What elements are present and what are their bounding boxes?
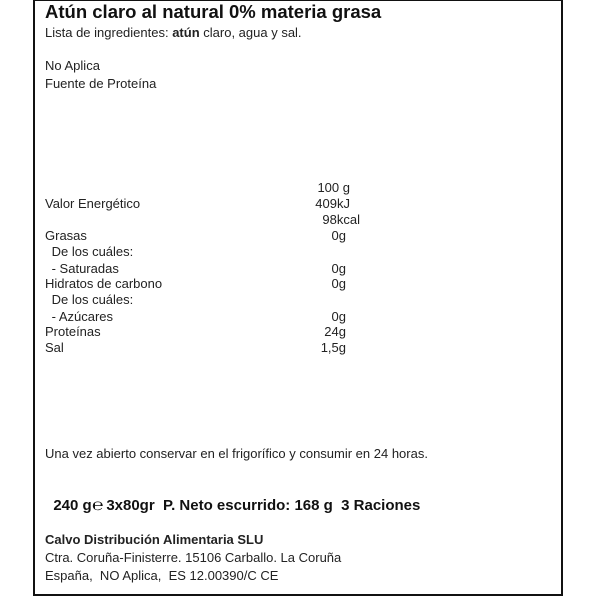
energy-kcal: 98kcal	[322, 212, 360, 227]
nutrient-label: Hidratos de carbono	[45, 276, 163, 291]
nutrient-value: 0g	[331, 309, 346, 324]
energy-kj: 409kJ	[315, 196, 350, 211]
nutrient-label: Proteínas	[45, 324, 101, 339]
nutrient-label: De los cuáles:	[48, 292, 134, 307]
nutrient-value: 0g	[331, 228, 346, 243]
nutrition-claim: Fuente de Proteína	[45, 76, 157, 91]
nutrient-label: De los cuáles:	[48, 244, 134, 259]
nutrient-label: Sal	[45, 340, 64, 355]
estimated-sign-icon: ℮	[91, 497, 104, 514]
net-weight-line	[45, 483, 420, 514]
nutrient-label: - Azúcares	[48, 309, 114, 324]
net-weight-details: 3x80gr P. Neto escurrido: 168 g 3 Raciones	[106, 497, 421, 514]
nutrition-column-header: 100 g	[317, 180, 350, 195]
nutrient-value: 0g	[331, 276, 346, 291]
nutrient-value: 24g	[324, 324, 346, 339]
nutrient-label: - Saturadas	[48, 261, 119, 276]
company-country-line: España, NO Aplica, ES 12.00390/C CE	[45, 568, 279, 583]
product-title: Atún claro al natural 0% materia grasa	[45, 1, 382, 22]
ingredients-allergen-bold: atún	[172, 25, 200, 40]
nutrient-value: 1,5g	[320, 340, 346, 355]
nutrient-label: Grasas	[45, 228, 87, 243]
ingredients-list	[45, 26, 302, 39]
allergens-text: No Aplica	[45, 58, 100, 73]
ingredients-prefix: Lista de ingredientes:	[45, 25, 173, 40]
net-weight: 240 g	[53, 497, 92, 514]
energy-label: Valor Energético	[45, 196, 141, 211]
ingredients-suffix: claro, agua y sal.	[199, 25, 302, 40]
nutrient-value: 0g	[331, 261, 346, 276]
company-address: Ctra. Coruña-Finisterre. 15106 Carballo. La Coruña	[45, 550, 342, 565]
company-name: Calvo Distribución Alimentaria SLU	[45, 532, 264, 547]
storage-instructions: Una vez abierto conservar en el frigorífico y consumir en 24 horas.	[45, 446, 428, 461]
